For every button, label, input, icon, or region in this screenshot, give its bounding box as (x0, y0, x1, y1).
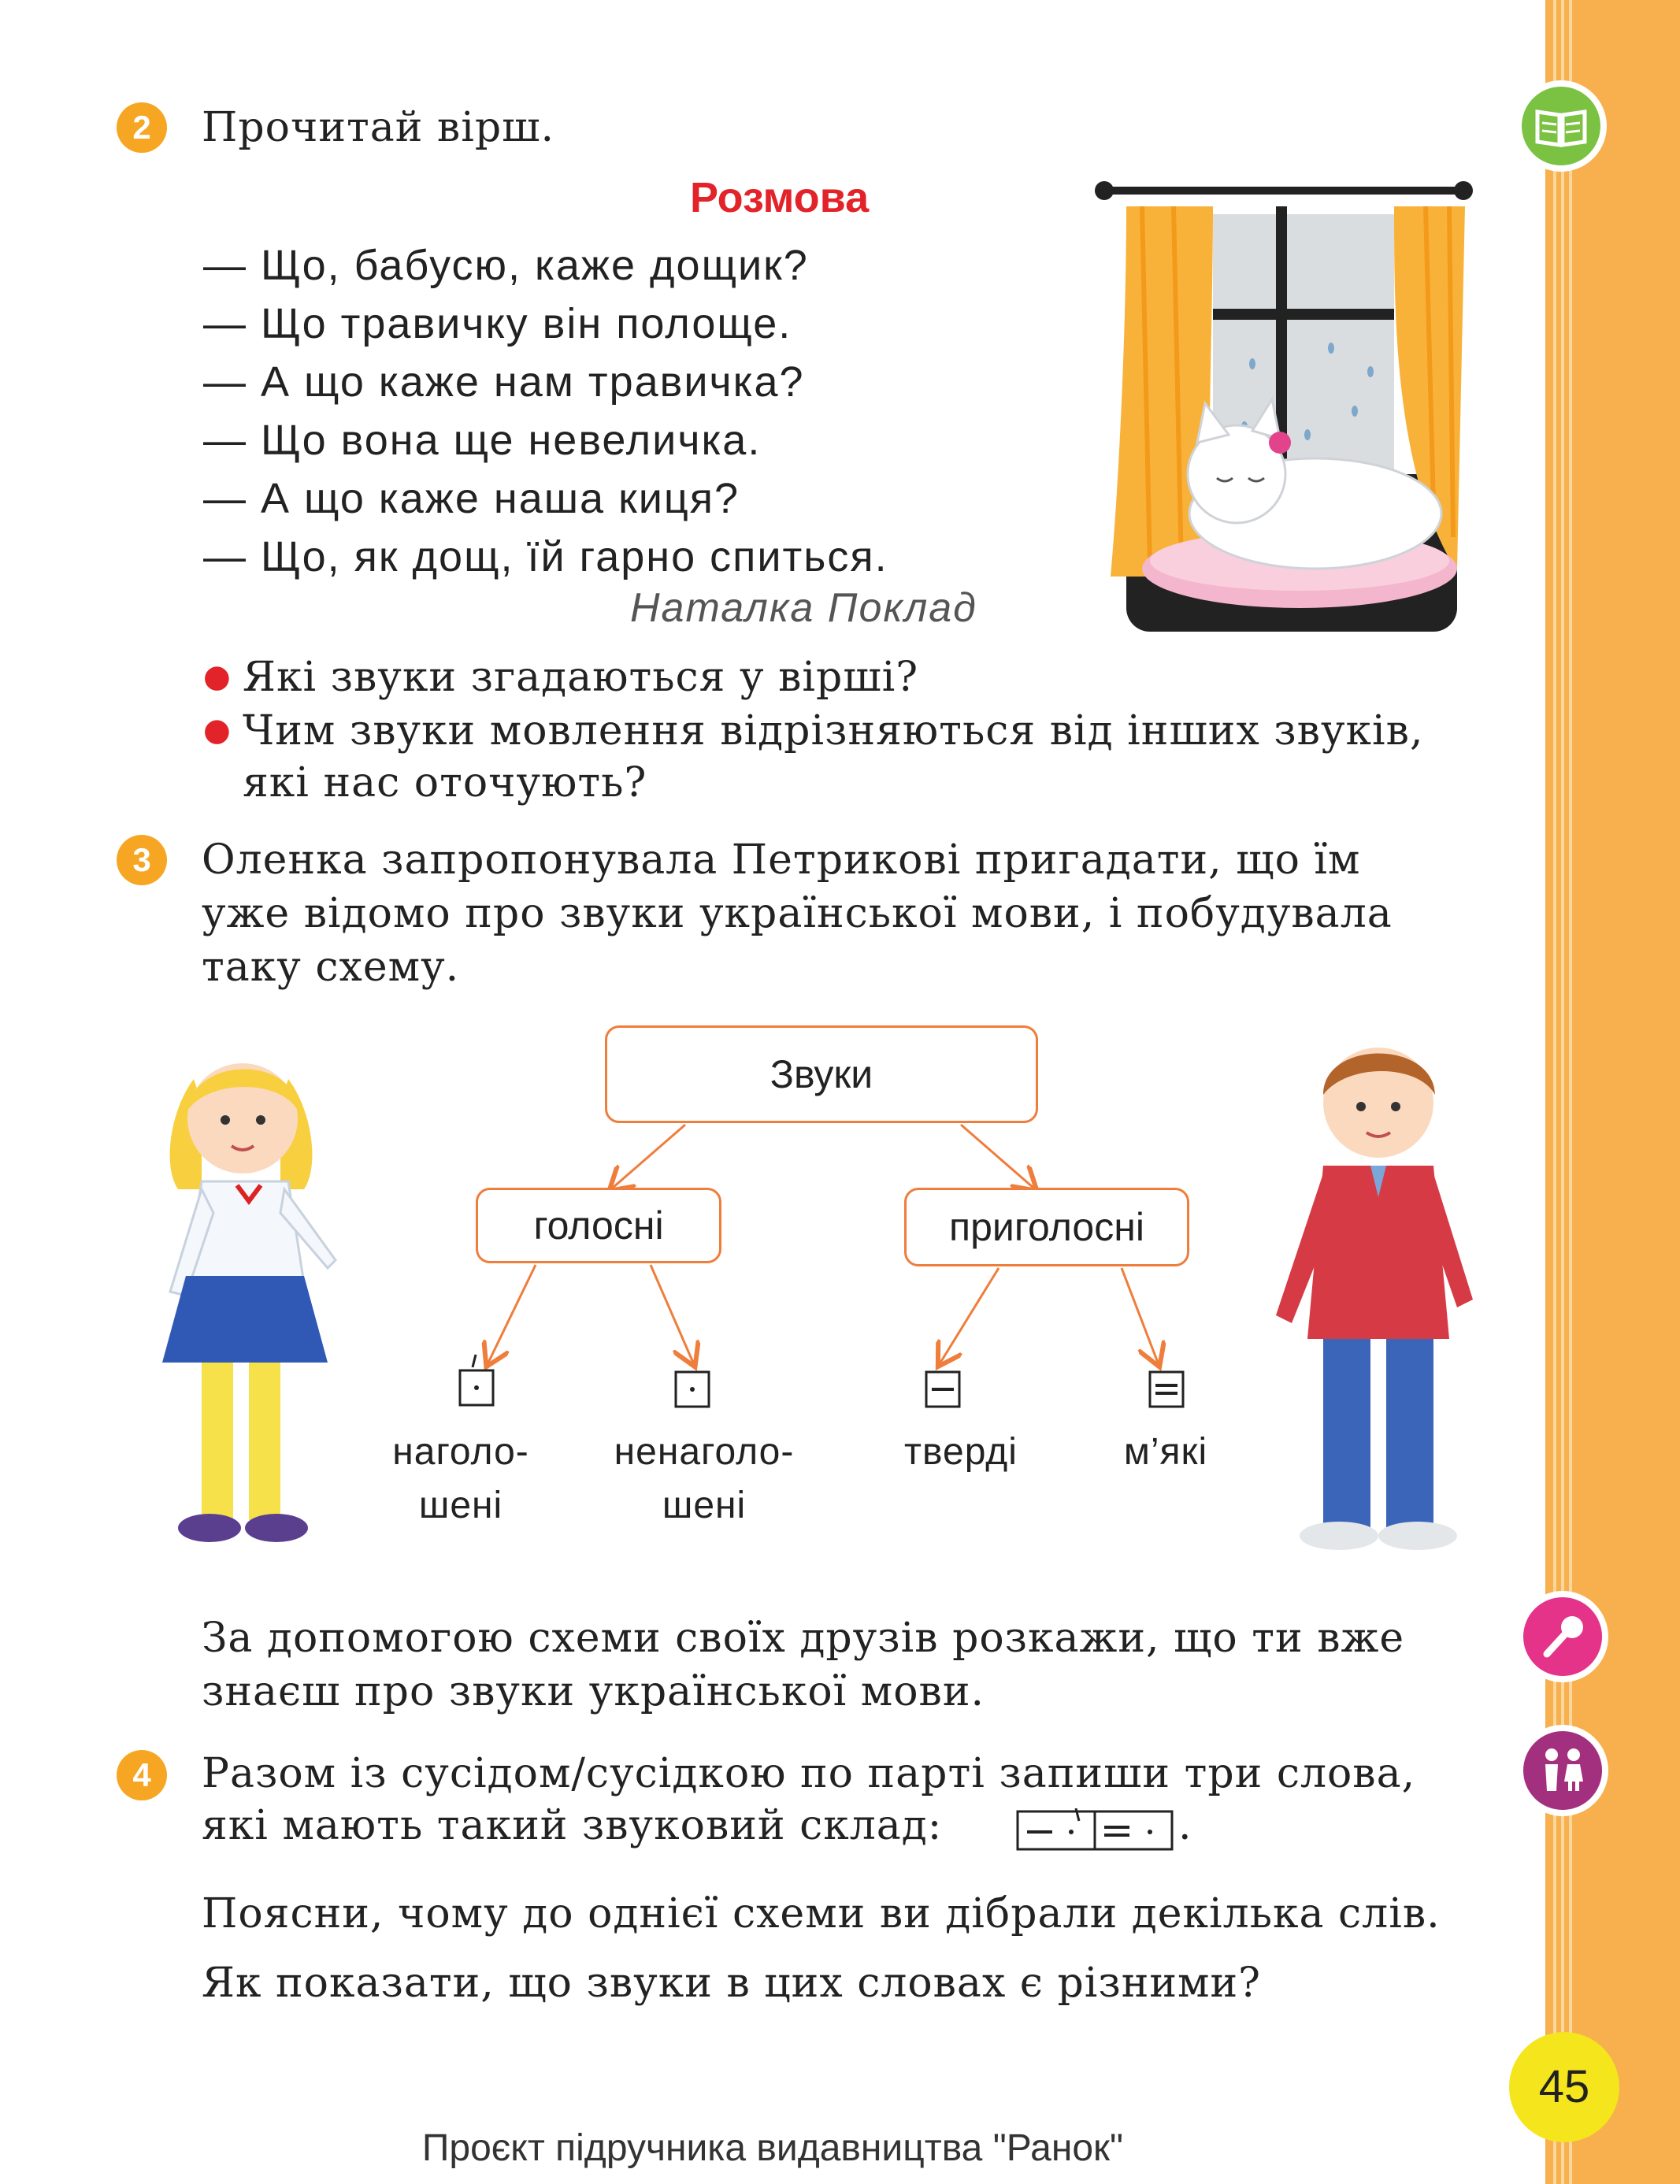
poem-line: — Що, бабусю, каже дощик? (203, 242, 809, 289)
hard-consonant-symbol (925, 1370, 964, 1410)
sound-scheme-symbol (1016, 1808, 1174, 1852)
task-text-line: Як показати, що звуки в цих словах є різними? (202, 1960, 1262, 2007)
task-number-badge: 4 (117, 1750, 167, 1800)
poem-title: Розмова (690, 174, 870, 221)
stressed-vowel-symbol (458, 1353, 498, 1408)
page-number: 45 (1509, 2032, 1619, 2142)
hard-label: тверді (904, 1431, 1018, 1473)
task-text-line: За допомогою схеми своїх друзів розкажи, що ти вже (202, 1615, 1405, 1662)
soft-consonant-symbol (1148, 1370, 1188, 1410)
soft-label: м’які (1123, 1431, 1208, 1473)
poem-line: — Що травичку він полоще. (203, 300, 792, 347)
unstressed-vowel-symbol (674, 1370, 714, 1410)
task-text-line: уже відомо про звуки української мови, і побудувала (202, 890, 1393, 937)
bullet: ● (203, 658, 231, 695)
poem-line: — А що каже наша киця? (203, 475, 740, 522)
task-text-line: таку схему. (202, 944, 460, 991)
task-text-line: Поясни, чому до однієї схеми ви дібрали декілька слів. (202, 1890, 1441, 1937)
task-text-line: які мають такий звуковий склад: (202, 1802, 943, 1849)
task-text-line: знаєш про звуки української мови. (202, 1668, 985, 1715)
follow-up-text (202, 1611, 1404, 1719)
question: Які звуки згадаються у вірші? (243, 654, 919, 701)
footer-text: Проєкт підручника видавництва "Ранок" (421, 2127, 1124, 2169)
question: Чим звуки мовлення відрізняються від інших звуків, (243, 707, 1424, 755)
unstressed-label: ненаголо- шені (614, 1431, 795, 1526)
question-continuation: які нас оточують? (243, 759, 647, 806)
vowels-box: голосні (476, 1188, 721, 1263)
scheme-root-box: Звуки (605, 1025, 1038, 1123)
poem-line: — А що каже нам травичка? (203, 358, 805, 406)
task-number-badge: 2 (117, 102, 167, 153)
bullet: ● (203, 712, 231, 748)
consonants-box: приголосні (904, 1188, 1189, 1266)
poem-line: — Що, як дощ, їй гарно спиться. (203, 533, 888, 580)
task-number-badge: 3 (117, 835, 167, 885)
task-instruction: Прочитай вірш. (202, 104, 555, 151)
task-text-line: Разом із сусідом/сусідкою по парті запиши три слова, (202, 1750, 1416, 1797)
stressed-label: наголо- шені (392, 1431, 529, 1526)
poem-line: — Що вона ще невеличка. (203, 417, 762, 464)
poem-author: Наталка Поклад (630, 585, 977, 631)
task-text-line: Оленка запропонувала Петрикові пригадати, що їм (202, 836, 1361, 884)
sentence-period: . (1178, 1802, 1192, 1849)
